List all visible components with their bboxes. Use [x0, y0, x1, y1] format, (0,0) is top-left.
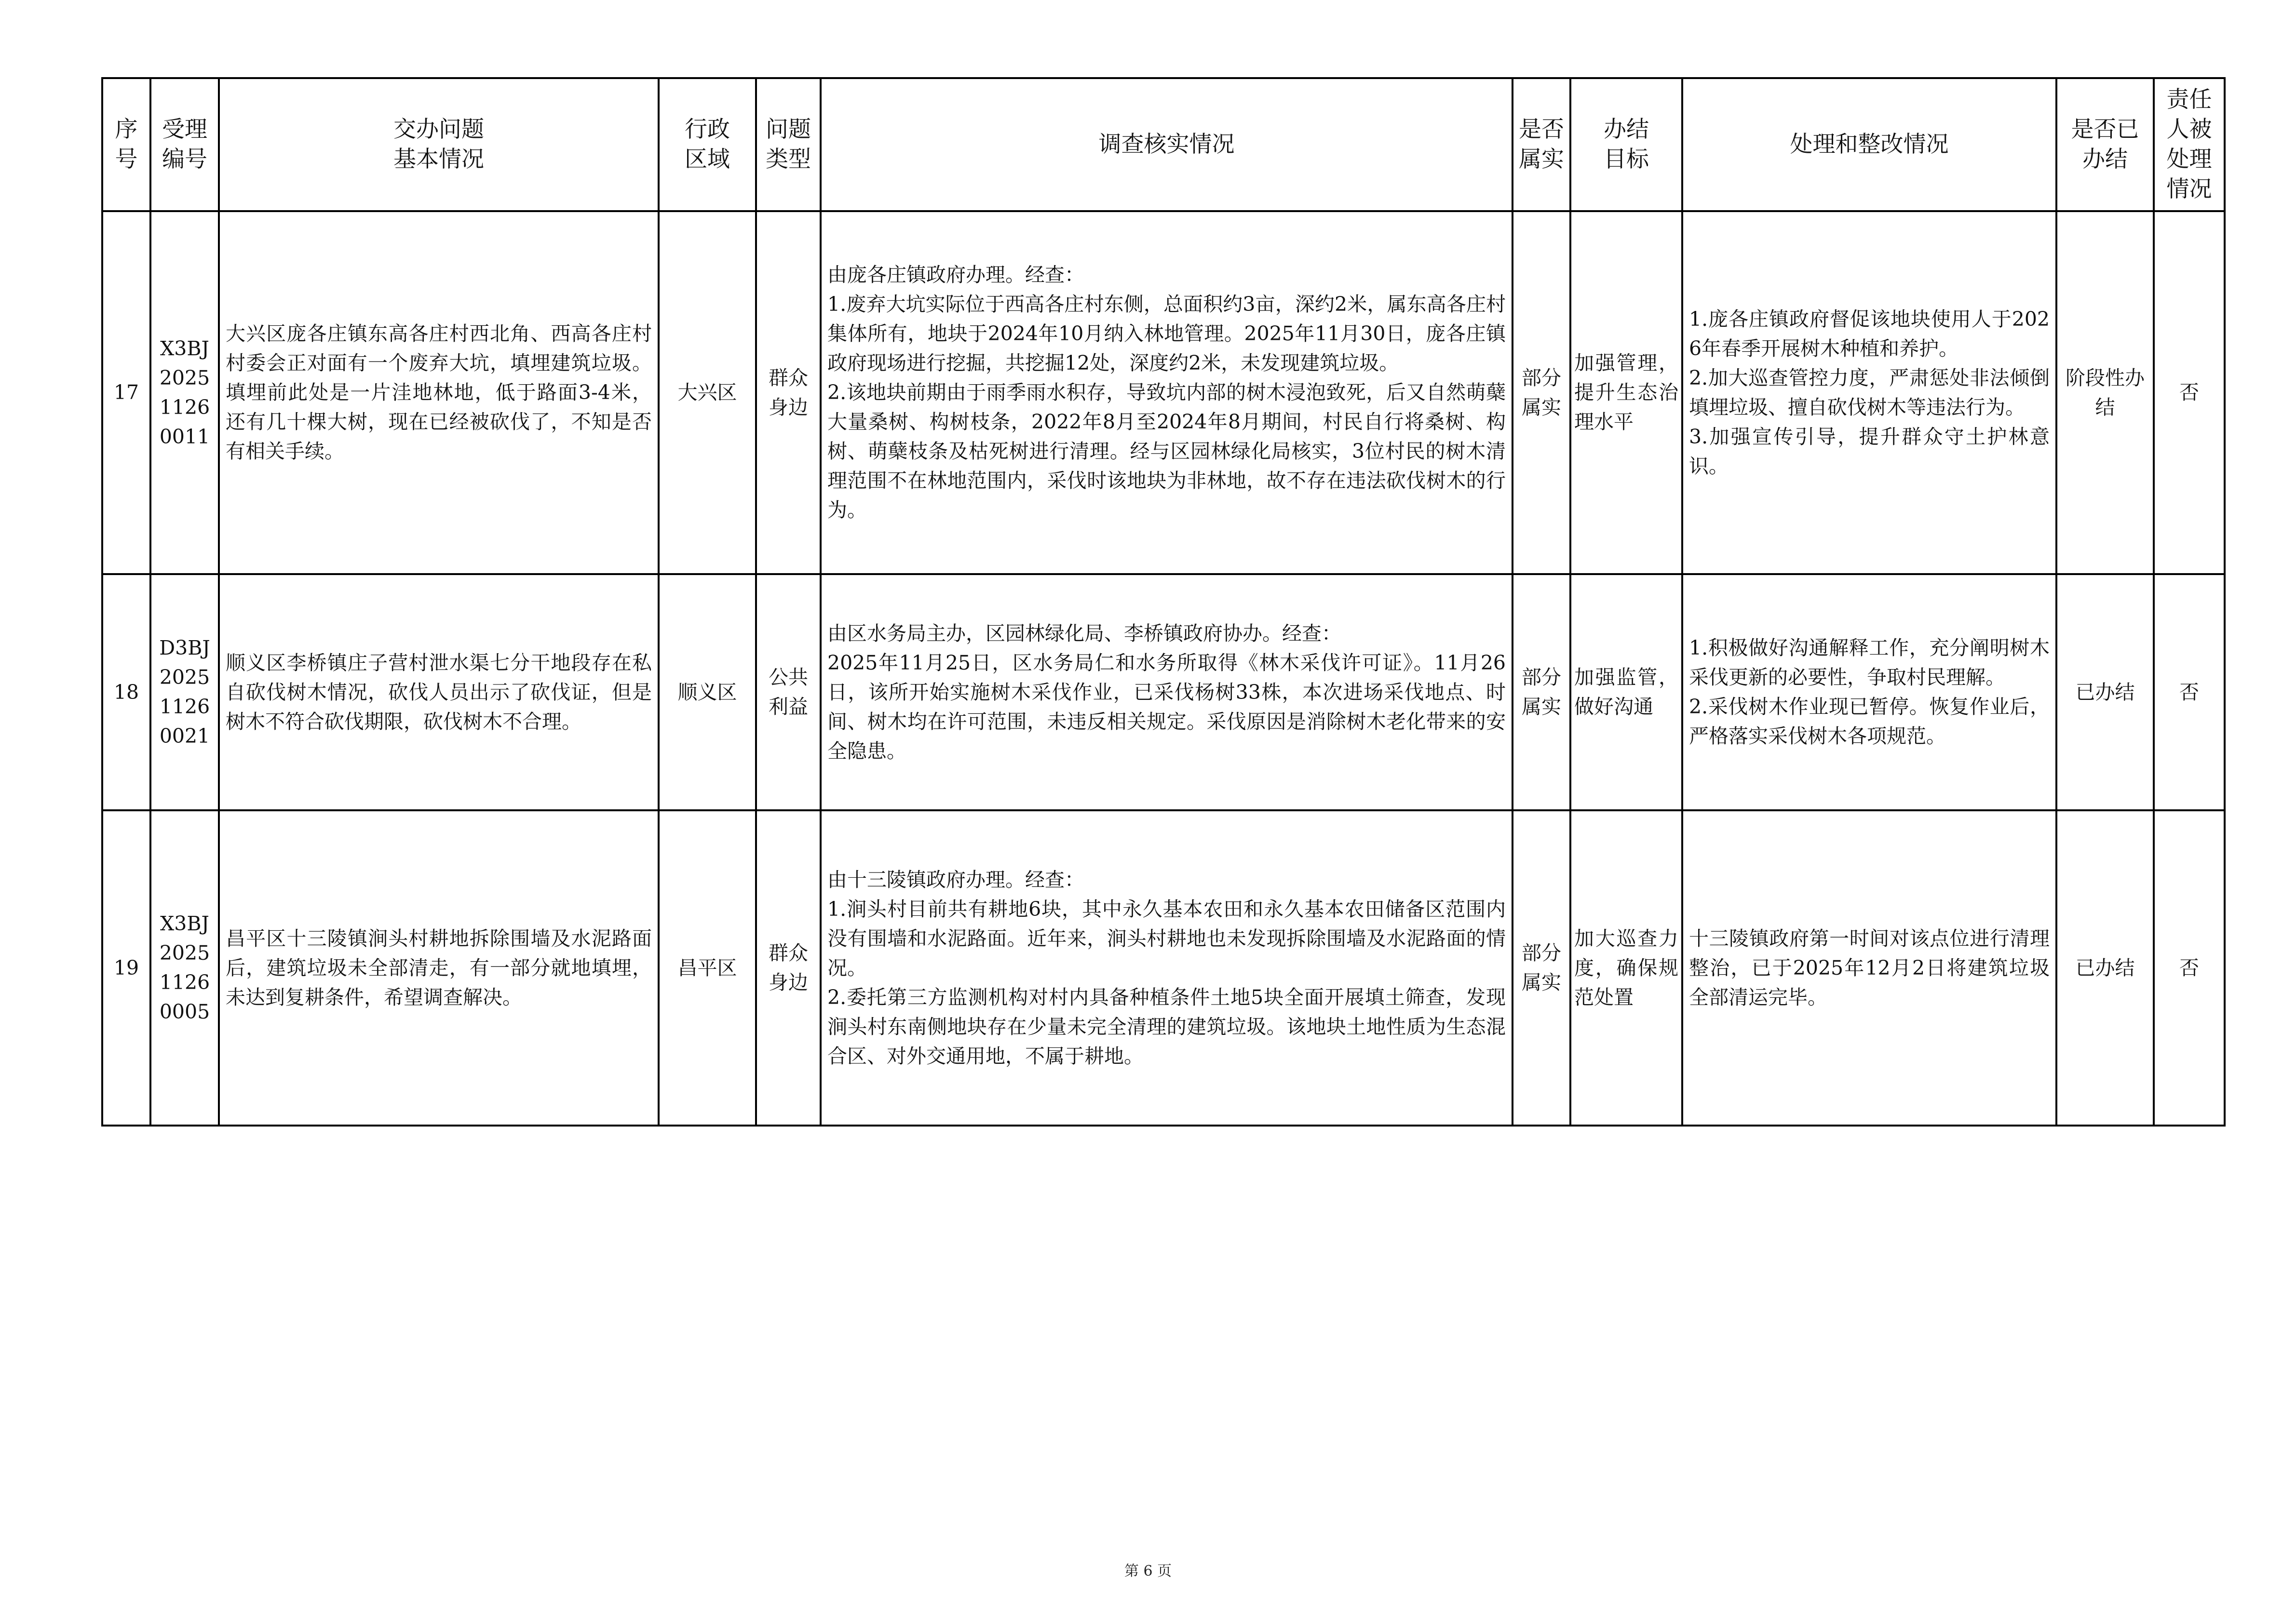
cell-investigation — [821, 211, 1513, 574]
header-verified: 是否 属实 — [1513, 78, 1570, 211]
header-type: 问题 类型 — [756, 78, 821, 211]
cell-issue: 昌平区十三陵镇涧头村耕地拆除围墙及水泥路面后，建筑垃圾未全部清走，有一部分就地填埋，未达到复耕条件，希望调查解决。 — [219, 810, 659, 1126]
investigation-line: 2.该地块前期由于雨季雨水积存，导致坑内部的树木浸泡致死，后又自然萌蘖大量桑树、构树枝条，2022年8月至2024年8月期间，村民自行将桑树、构树、萌蘖枝条及枯死树进行清理。经与区园林绿化局核实，3位村民的树木清理范围不在林地范围内，采伐时该地块为非林地，故不存在违法砍伐树木的行为。 — [827, 381, 1506, 522]
cell-goal: 加强管理，提升生态治理水平 — [1570, 211, 1682, 574]
cell-closed: 已办结 — [2056, 810, 2154, 1126]
handling-line: 1.积极做好沟通解释工作，充分阐明树木采伐更新的必要性，争取村民理解。 — [1689, 636, 2050, 689]
investigation-line: 由十三陵镇政府办理。经查： — [827, 868, 1084, 891]
investigation-line: 1.涧头村目前共有耕地6块，其中永久基本农田和永久基本农田储备区范围内没有围墙和水泥路面。近年来，涧头村耕地也未发现拆除围墙及水泥路面的情况。 — [827, 897, 1506, 979]
header-accountability: 责任 人被 处理 情况 — [2154, 78, 2225, 211]
cell-goal: 加强监管，做好沟通 — [1570, 574, 1682, 810]
table-row — [102, 574, 2225, 810]
header-goal: 办结 目标 — [1570, 78, 1682, 211]
header-row — [102, 78, 2225, 211]
report-table — [101, 77, 2226, 1127]
header-region: 行政 区域 — [659, 78, 756, 211]
cell-code: X3BJ202511260005 — [150, 810, 219, 1126]
cell-investigation — [821, 574, 1513, 810]
handling-line: 3.加强宣传引导，提升群众守土护林意识。 — [1689, 425, 2050, 478]
investigation-line: 由区水务局主办，区园林绿化局、李桥镇政府协办。经查： — [827, 621, 1341, 645]
cell-verified: 部分属实 — [1513, 211, 1570, 574]
cell-issue: 大兴区庞各庄镇东高各庄村西北角、西高各庄村村委会正对面有一个废弃大坑，填埋建筑垃圾。填埋前此处是一片洼地林地，低于路面3-4米，还有几十棵大树，现在已经被砍伐了，不知是否有相关手续。 — [219, 211, 659, 574]
cell-issue: 顺义区李桥镇庄子营村泄水渠七分干地段存在私自砍伐树木情况，砍伐人员出示了砍伐证，但是树木不符合砍伐期限，砍伐树木不合理。 — [219, 574, 659, 810]
cell-closed: 已办结 — [2056, 574, 2154, 810]
cell-goal: 加大巡查力度，确保规范处置 — [1570, 810, 1682, 1126]
table-row — [102, 810, 2225, 1126]
cell-accountability: 否 — [2154, 574, 2225, 810]
cell-seq: 17 — [102, 211, 150, 574]
handling-line: 1.庞各庄镇政府督促该地块使用人于2026年春季开展树木种植和养护。 — [1689, 307, 2050, 360]
cell-seq: 18 — [102, 574, 150, 810]
cell-type: 公共利益 — [756, 574, 821, 810]
cell-handling — [1682, 810, 2056, 1126]
cell-investigation — [821, 810, 1513, 1126]
cell-closed: 阶段性办结 — [2056, 211, 2154, 574]
header-handling: 处理和整改情况 — [1682, 78, 2056, 211]
cell-region: 大兴区 — [659, 211, 756, 574]
cell-accountability: 否 — [2154, 211, 2225, 574]
page-number: 第 6 页 — [1124, 1563, 1172, 1580]
handling-line: 十三陵镇政府第一时间对该点位进行清理整治，已于2025年12月2日将建筑垃圾全部清运完毕。 — [1689, 926, 2050, 1009]
cell-handling — [1682, 574, 2056, 810]
handling-line: 2.加大巡查管控力度，严肃惩处非法倾倒填埋垃圾、擅自砍伐树木等违法行为。 — [1689, 366, 2050, 419]
cell-code: D3BJ202511260021 — [150, 574, 219, 810]
table-row — [102, 211, 2225, 574]
investigation-line: 2025年11月25日，区水务局仁和水务所取得《林木采伐许可证》。11月26日，该所开始实施树木采伐作业，已采伐杨树33株，本次进场采伐地点、时间、树木均在许可范围，未违反相关规定。采伐原因是消除树木老化带来的安全隐患。 — [827, 651, 1506, 763]
cell-verified: 部分属实 — [1513, 574, 1570, 810]
header-issue: 交办问题 基本情况 — [219, 78, 659, 211]
cell-verified: 部分属实 — [1513, 810, 1570, 1126]
investigation-line: 2.委托第三方监测机构对村内具备种植条件土地5块全面开展填土筛查，发现涧头村东南侧地块存在少量未完全清理的建筑垃圾。该地块土地性质为生态混合区、对外交通用地，不属于耕地。 — [827, 985, 1506, 1068]
cell-type: 群众身边 — [756, 211, 821, 574]
header-seq: 序 号 — [102, 78, 150, 211]
cell-accountability: 否 — [2154, 810, 2225, 1126]
cell-handling — [1682, 211, 2056, 574]
header-code: 受理 编号 — [150, 78, 219, 211]
investigation-line: 1.废弃大坑实际位于西高各庄村东侧，总面积约3亩，深约2米，属东高各庄村集体所有，地块于2024年10月纳入林地管理。2025年11月30日，庞各庄镇政府现场进行挖掘，共挖掘12处，深度约2米，未发现建筑垃圾。 — [827, 293, 1506, 375]
cell-region: 顺义区 — [659, 574, 756, 810]
cell-code: X3BJ202511260011 — [150, 211, 219, 574]
handling-line: 2.采伐树木作业现已暂停。恢复作业后，严格落实采伐树木各项规范。 — [1689, 695, 2050, 748]
header-investigation: 调查核实情况 — [821, 78, 1513, 211]
header-closed: 是否已 办结 — [2056, 78, 2154, 211]
cell-region: 昌平区 — [659, 810, 756, 1126]
cell-type: 群众身边 — [756, 810, 821, 1126]
cell-seq: 19 — [102, 810, 150, 1126]
investigation-line: 由庞各庄镇政府办理。经查： — [827, 263, 1084, 286]
